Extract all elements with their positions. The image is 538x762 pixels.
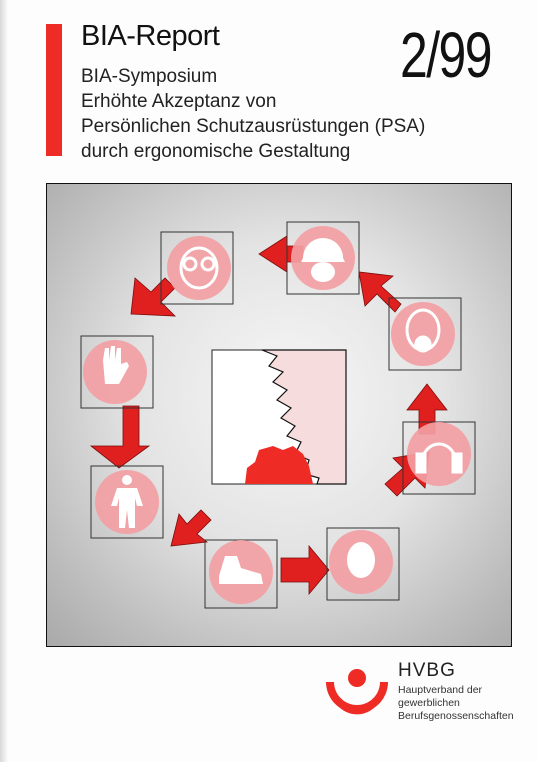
subtitle-line-1: BIA-Symposium <box>81 66 218 87</box>
cover-illustration <box>46 183 512 647</box>
tile-helmet <box>287 222 359 294</box>
publisher-name-line-3: Berufsgenossenschaften <box>398 710 514 722</box>
issue-number: 2/99 <box>400 19 491 91</box>
tile-safety-shoe <box>205 540 277 608</box>
tile-coverall <box>91 466 163 538</box>
central-gear-panel <box>212 350 346 484</box>
tile-goggles <box>161 232 233 304</box>
series-title: BIA-Report <box>81 20 220 52</box>
tile-hearing-hood <box>327 528 399 600</box>
hearing-hood-icon <box>347 542 375 578</box>
publisher-name-line-1: Hauptverband der <box>398 684 483 696</box>
accent-bar <box>46 24 62 156</box>
subtitle-line-4: durch ergonomische Gestaltung <box>81 141 351 162</box>
page-edge-shadow <box>0 0 8 762</box>
ppe-cycle-diagram <box>47 184 511 646</box>
tile-ear-protection <box>403 422 475 494</box>
publisher-abbreviation: HVBG <box>398 660 456 681</box>
publisher-name-line-2: gewerblichen <box>398 697 460 709</box>
arrow-right-bottom <box>281 546 329 594</box>
arrow-down-left <box>131 278 175 316</box>
tile-glove <box>81 336 153 408</box>
tile-respirator <box>389 298 461 370</box>
subtitle-line-3: Persönlichen Schutzausrüstungen (PSA) <box>81 116 426 137</box>
hvbg-logo-icon <box>324 664 390 716</box>
subtitle-line-2: Erhöhte Akzeptanz von <box>81 91 277 112</box>
arrow-down-left-side <box>91 406 149 468</box>
arrow-up-left-right <box>359 272 401 312</box>
